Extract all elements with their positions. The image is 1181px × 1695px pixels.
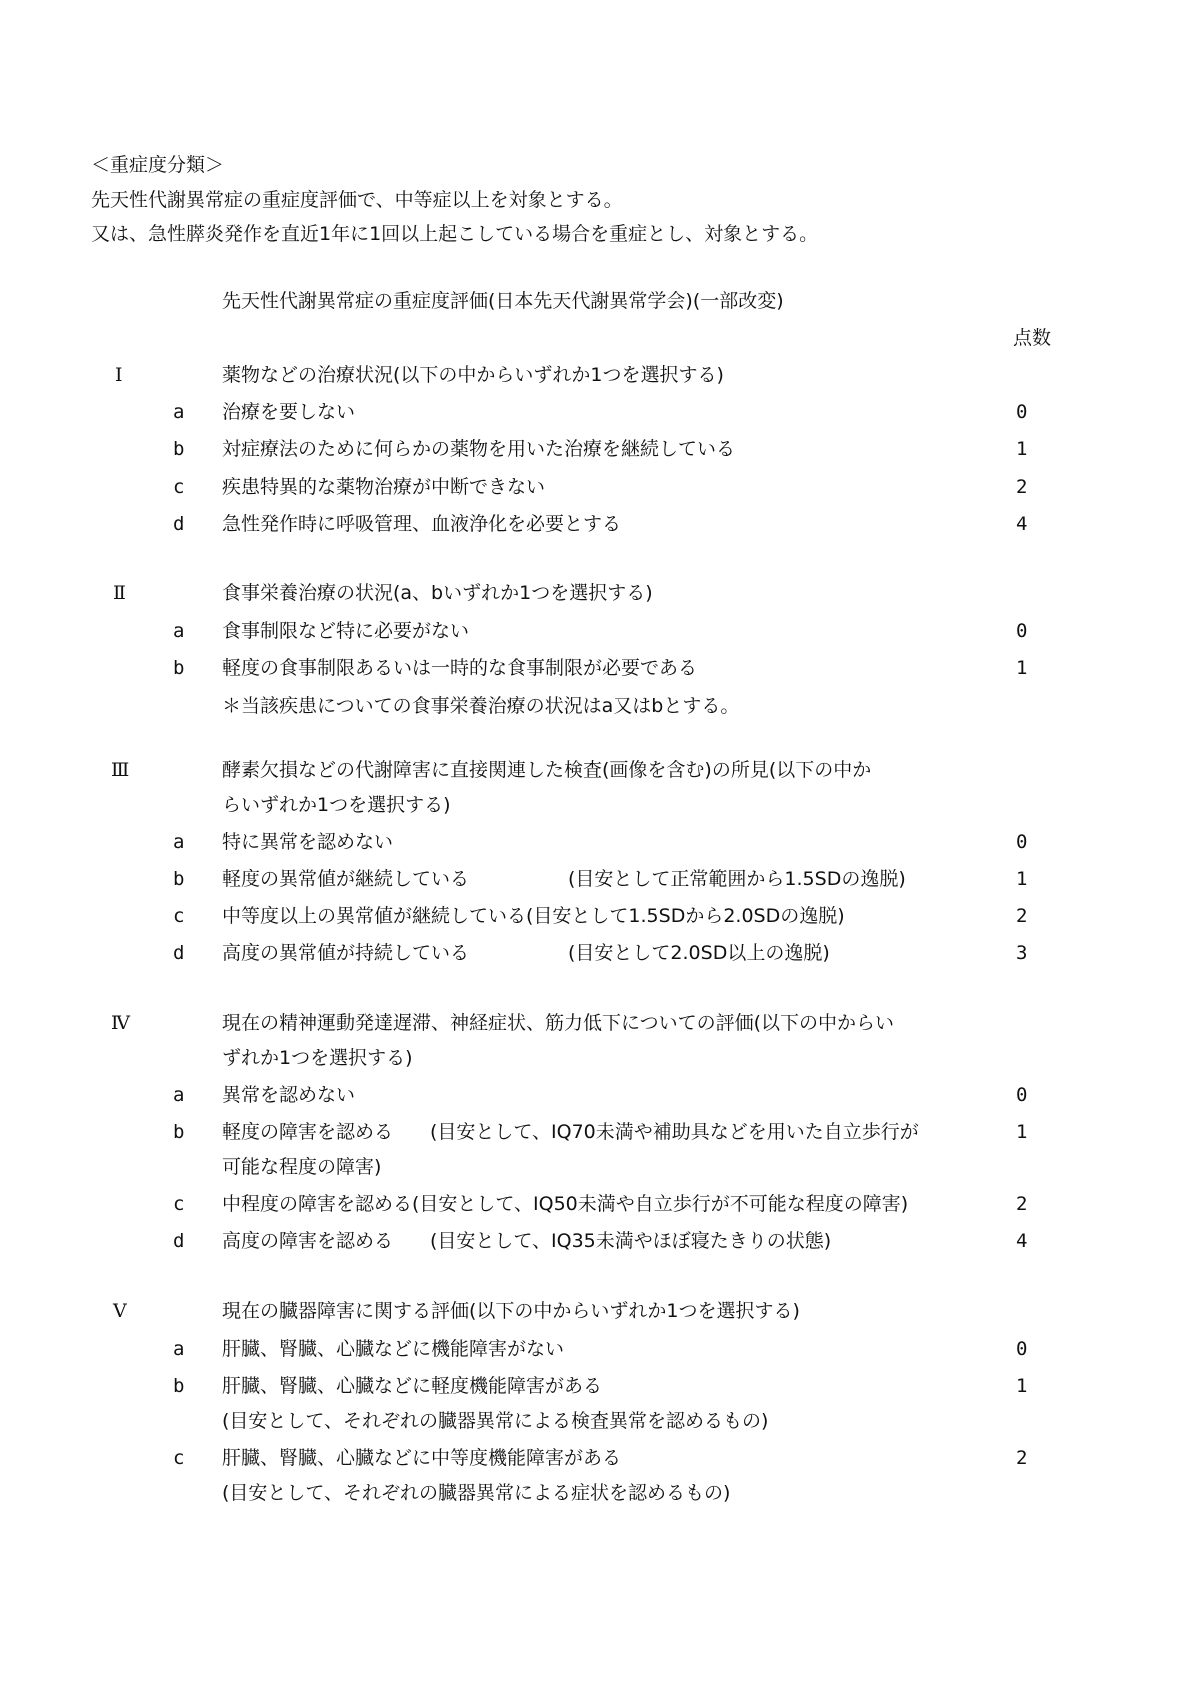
item-guide: (目安として正常範囲から1.5SDの逸脱)	[568, 868, 906, 890]
item-score: 2	[1016, 1193, 1028, 1215]
item-score: 2	[1016, 476, 1028, 498]
intro-line-1: 先天性代謝異常症の重症度評価で、中等症以上を対象とする。	[91, 189, 623, 211]
item-text: 治療を要しない	[222, 401, 356, 423]
item-score: 3	[1016, 942, 1028, 964]
item-text: 高度の障害を認める	[222, 1230, 394, 1252]
item-letter: b	[173, 657, 185, 679]
item-text: 軽度の食事制限あるいは一時的な食事制限が必要である	[222, 657, 698, 679]
item-text: 異常を認めない	[222, 1084, 356, 1106]
item-score: 2	[1016, 1447, 1028, 1469]
item-letter: c	[173, 476, 185, 498]
item-text: 軽度の異常値が継続している	[222, 868, 470, 890]
item-text-continued: (目安として、それぞれの臓器異常による症状を認めるもの)	[222, 1482, 731, 1504]
item-score: 2	[1016, 905, 1028, 927]
item-letter: b	[173, 1121, 185, 1143]
item-text: 特に異常を認めない	[222, 831, 394, 853]
item-letter: d	[173, 513, 185, 535]
item-score: 0	[1016, 401, 1028, 423]
item-letter: a	[173, 1338, 185, 1360]
item-score: 4	[1016, 513, 1028, 535]
item-text: 高度の異常値が持続している	[222, 942, 470, 964]
item-text-continued: 可能な程度の障害)	[222, 1156, 382, 1178]
item-text: 対症療法のために何らかの薬物を用いた治療を継続している	[222, 438, 736, 460]
item-letter: d	[173, 1230, 185, 1252]
classification-heading: ＜重症度分類＞	[91, 154, 225, 176]
item-score: 1	[1016, 438, 1028, 460]
section-3-title-line1: 酵素欠損などの代謝障害に直接関連した検査(画像を含む)の所見(以下の中か	[222, 759, 872, 781]
section-4-title-line2: ずれか1つを選択する)	[222, 1047, 413, 1069]
item-letter: d	[173, 942, 185, 964]
section-1-title: 薬物などの治療状況(以下の中からいずれか1つを選択する)	[222, 364, 724, 386]
item-text: 肝臓、腎臓、心臓などに機能障害がない	[222, 1338, 565, 1360]
intro-line-2: 又は、急性膵炎発作を直近1年に1回以上起こしている場合を重症とし、対象とする。	[91, 223, 819, 245]
item-score: 0	[1016, 1084, 1028, 1106]
item-letter: a	[173, 401, 185, 423]
item-score: 1	[1016, 1121, 1028, 1143]
item-letter: a	[173, 620, 185, 642]
section-1-numeral: Ⅰ	[115, 364, 123, 386]
item-score: 1	[1016, 868, 1028, 890]
item-letter: c	[173, 1193, 185, 1215]
item-guide: (目安として、IQ35未満やほぼ寝たきりの状態)	[430, 1230, 832, 1252]
item-guide: (目安として2.0SD以上の逸脱)	[568, 942, 830, 964]
section-5-title: 現在の臓器障害に関する評価(以下の中からいずれか1つを選択する)	[222, 1300, 800, 1322]
item-letter: a	[173, 831, 185, 853]
item-letter: b	[173, 1375, 185, 1397]
section-3-title-line2: らいずれか1つを選択する)	[222, 794, 451, 816]
section-2-note: ＊当該疾患についての食事栄養治療の状況はa又はbとする。	[222, 695, 740, 717]
item-text: 中等度以上の異常値が継続している(目安として1.5SDから2.0SDの逸脱)	[222, 905, 845, 927]
item-letter: b	[173, 868, 185, 890]
item-text-continued: (目安として、それぞれの臓器異常による検査異常を認めるもの)	[222, 1410, 769, 1432]
item-letter: a	[173, 1084, 185, 1106]
score-column-header: 点数	[1013, 327, 1052, 349]
item-score: 1	[1016, 657, 1028, 679]
item-score: 0	[1016, 1338, 1028, 1360]
item-text: 食事制限など特に必要がない	[222, 620, 470, 642]
item-text: 軽度の障害を認める	[222, 1121, 394, 1143]
section-5-numeral: Ⅴ	[113, 1300, 127, 1322]
item-score: 0	[1016, 620, 1028, 642]
item-text: 中程度の障害を認める(目安として、IQ50未満や自立歩行が不可能な程度の障害)	[222, 1193, 909, 1215]
item-text: 肝臓、腎臓、心臓などに軽度機能障害がある	[222, 1375, 603, 1397]
item-score: 1	[1016, 1375, 1028, 1397]
item-text: 急性発作時に呼吸管理、血液浄化を必要とする	[222, 513, 622, 535]
item-text: 肝臓、腎臓、心臓などに中等度機能障害がある	[222, 1447, 622, 1469]
section-2-title: 食事栄養治療の状況(a、bいずれか1つを選択する)	[222, 582, 653, 604]
item-letter: b	[173, 438, 185, 460]
item-guide: (目安として、IQ70未満や補助具などを用いた自立歩行が	[430, 1121, 919, 1143]
section-4-title-line1: 現在の精神運動発達遅滞、神経症状、筋力低下についての評価(以下の中からい	[222, 1012, 895, 1034]
item-letter: c	[173, 1447, 185, 1469]
item-score: 4	[1016, 1230, 1028, 1252]
item-score: 0	[1016, 831, 1028, 853]
section-3-numeral: Ⅲ	[111, 759, 130, 781]
item-letter: c	[173, 905, 185, 927]
section-4-numeral: Ⅳ	[111, 1012, 130, 1034]
item-text: 疾患特異的な薬物治療が中断できない	[222, 476, 546, 498]
table-title: 先天性代謝異常症の重症度評価(日本先天代謝異常学会)(一部改変)	[222, 290, 784, 312]
section-2-numeral: Ⅱ	[113, 582, 126, 604]
